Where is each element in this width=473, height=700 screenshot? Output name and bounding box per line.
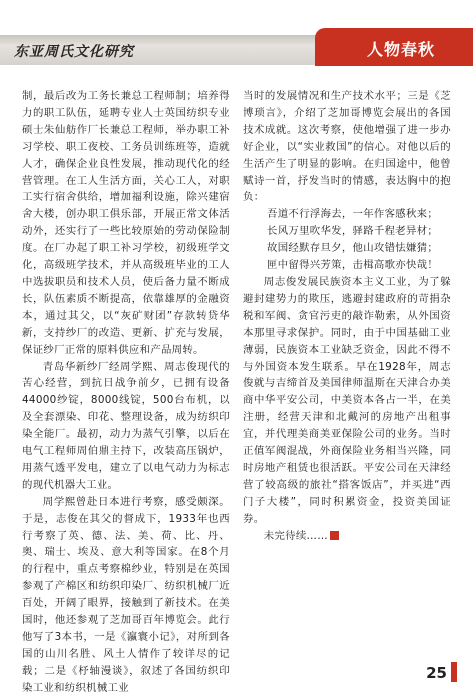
page-number-bar — [451, 662, 457, 682]
poem — [243, 206, 451, 274]
continued-text: 未完待续…… — [263, 529, 328, 542]
journal-name: 东亚周氏文化研究 — [14, 44, 134, 60]
end-mark-icon — [330, 531, 339, 540]
poem-line: 匣中留得兴芳策，击楫高歌亦快哉！ — [267, 259, 439, 272]
continued-note — [243, 528, 451, 545]
section-title: 人物春秋 — [366, 40, 435, 59]
paragraph: 青岛华新纱厂经周学熙、周志俊现代的苦心经营，到抗日战争前夕，已拥有设备44000纱锭，8000线锭，500台布机，以及全套漂染、印花、整理设备，成为纺织印染全能厂。最初，动力为蒸气引擎，以后在电气工程师周伯鼎主持下，改装高压锅炉，用蒸气透平发电，建立了以电气动力为标志的现代机器大工业。 — [22, 360, 230, 491]
page-number: 25 — [426, 664, 447, 682]
paragraph: 当时的发展情况和生产技术水平；三是《芝博琐言》，介绍了芝加哥博览会展出的各国技术成就。这次考察，使他增强了进一步办好企业，以“实业救国”的信心。对他以后的生活产生了明显的影响。在归国途中，他曾赋诗一首，抒发当时的情感，表达胸中的抱负： — [243, 90, 451, 204]
poem-line: 吾道不行浮海去，一年作客感秋来； — [267, 208, 439, 221]
poem-line: 故国经默存旦夕，他山攻错怯嫌猜； — [267, 242, 439, 255]
left-column — [22, 88, 230, 697]
paragraph: 周学熙曾赴日本进行考察，感受颇深。于是，志俊在其父的督成下，1933年也西行考察了英、德、法、美、荷、比、丹、奥、瑞士、埃及、意大利等国家。在8个月的行程中，重点考察棉纱业，特别是在英国参观了产棉区和纺织印染厂、纺织机械厂近百处，开阔了眼界，接触到了新技术。在美国时，他还参观了芝加哥百年博览会。此行他写了3本书，一是《瀛寰小记》，对所到各国的山川名胜、风土人情作了较详尽的记载；二是《杼轴漫谈》，叙述了各国纺织印染工业和纺织机械工业 — [22, 495, 230, 694]
paragraph: 制，最后改为工务长兼总工程师制；培养得力的职工队伍，延聘专业人士英国纺织专业硕士朱仙舫作厂长兼总工程师，举办职工补习学校、职工夜校、工务员训练班等，造就人才，确保企业良性发展，推动现代化的经营管理。在工人生活方面，关心工人，对职工实行宿舍供给，增加福利设施，除兴建宿舍大楼，创办职工俱乐部，开展正常文体活动外，还实行了一些比较原始的劳动保险制度。在厂办起了职工补习学校，初级班学文化，高级班学技术，并从高级班毕业的工人中选拔职员和技术人员，使后备力量不断成长，队伍素质不断提高，依靠雄厚的金融资本，通过其父，以“灰矿财团”存款转贷华新，支持纱厂的改造、更新、扩充与发展，保证纱厂正常的原料供应和产品周转。 — [22, 90, 230, 356]
paragraph: 周志俊发展民族资本主义工业，为了躲避封建势力的欺压，逃避封建政府的苛捐杂税和军阀、贪官污吏的敲诈勒索，从外国资本那里寻求保护。同时，由于中国基础工业薄弱，民族资本工业缺乏资金，因此不得不与外国资本发生联系。早在1928年，周志俊就与吉缔首及美国律师温斯在天津合办美商中华平安公司，中美资本各占一半，在美注册，经营天津和北戴河的房地产出租事宜，并代理美商美亚保险公司的业务。当时正值军阀混战，外商保险业务相当兴隆，同时房地产租赁也很活跃。平安公司在天津经营了较高级的旅社“搭客饭店”，并买进“西门子大楼”，同时积累资金，投资美国证券。 — [243, 275, 451, 525]
poem-line: 长风万里吹华发，驿路千程老异材； — [267, 225, 439, 238]
right-column — [243, 88, 451, 544]
